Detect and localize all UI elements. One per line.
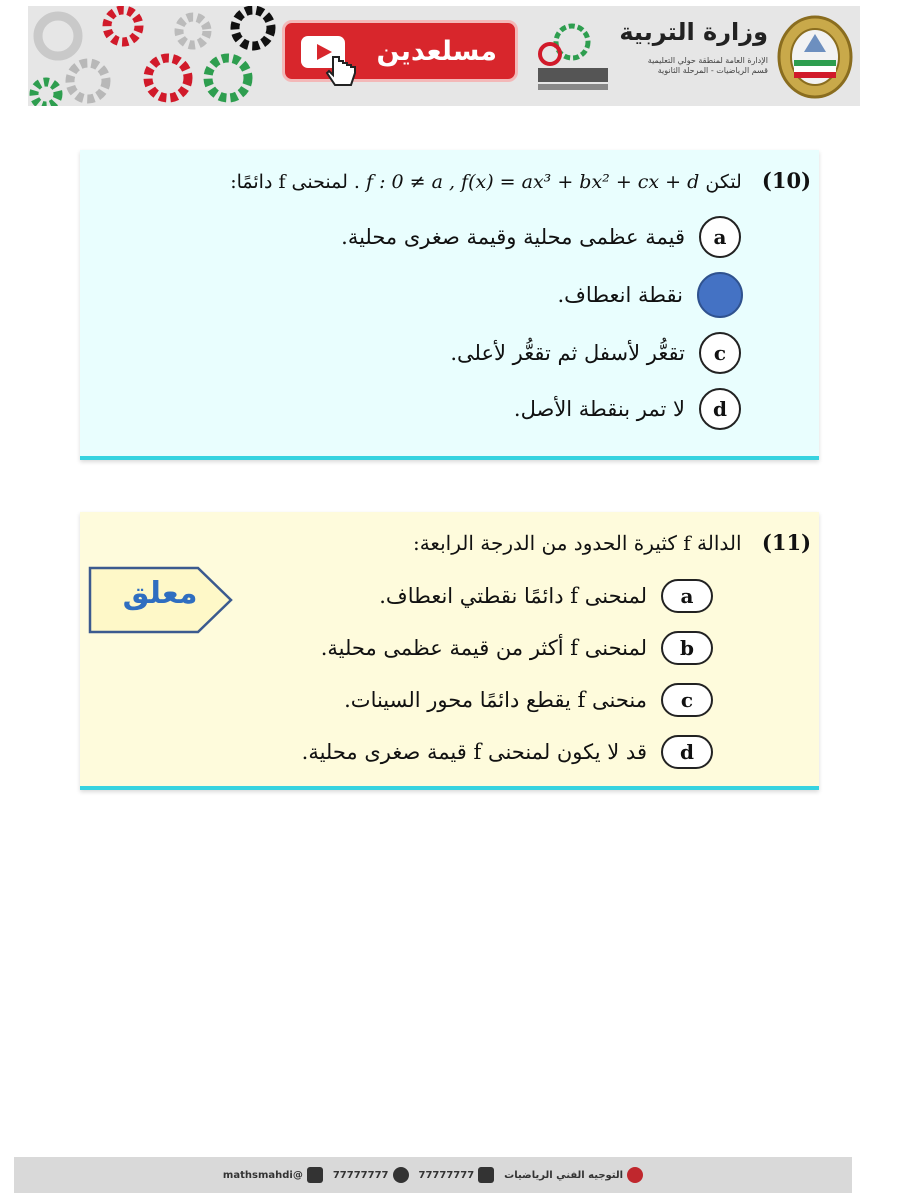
hand-cursor-icon xyxy=(325,53,359,87)
option-text: لا تمر بنقطة الأصل. xyxy=(513,397,685,421)
option-text: منحنى f يقطع دائمًا محور السينات. xyxy=(344,688,647,712)
option-b[interactable] xyxy=(321,631,713,665)
question-prompt xyxy=(230,168,811,193)
footer-item-whatsapp: 77777777 xyxy=(333,1167,409,1183)
question-card-11 xyxy=(80,512,819,790)
ministry-subtitle xyxy=(618,56,768,86)
footer-item-department: التوجيه الفني الرياضيات xyxy=(504,1167,643,1183)
selected-option-marker xyxy=(697,272,743,318)
ministry-name: وزارة التربية xyxy=(619,18,768,46)
phone-icon xyxy=(478,1167,494,1183)
option-letter: d xyxy=(661,735,713,769)
option-text: تقعُّر لأسفل ثم تقعُّر لأعلى. xyxy=(450,341,685,365)
option-a[interactable] xyxy=(341,216,741,258)
footer-item-phone: 77777777 xyxy=(419,1167,495,1183)
option-text: قيمة عظمى محلية وقيمة صغرى محلية. xyxy=(341,225,685,249)
option-letter: c xyxy=(699,332,741,374)
department-icon xyxy=(627,1167,643,1183)
option-c[interactable] xyxy=(450,332,741,374)
ministry-subtitle-line-1: الإدارة العامة لمنطقة حولي التعليمية xyxy=(647,56,768,65)
prompt-end: . لمنحنى f دائمًا: xyxy=(230,171,360,193)
channel-name: مسلعدين xyxy=(376,35,497,67)
pending-tag xyxy=(88,566,234,634)
question-prompt xyxy=(413,530,811,555)
question-number: (10) xyxy=(761,168,811,193)
option-letter: a xyxy=(699,216,741,258)
gears-decoration xyxy=(28,6,278,106)
footer-bar xyxy=(14,1157,852,1193)
option-letter: b xyxy=(661,631,713,665)
prompt-text: الدالة f كثيرة الحدود من الدرجة الرابعة: xyxy=(412,531,742,555)
ministry-logo-icon xyxy=(528,14,618,100)
option-d[interactable] xyxy=(302,735,713,769)
option-letter: c xyxy=(661,683,713,717)
option-text: قد لا يكون لمنحنى f قيمة صغرى محلية. xyxy=(301,740,647,764)
footer-item-instagram: @mathsmahdi xyxy=(223,1167,323,1183)
option-a[interactable] xyxy=(379,579,713,613)
prompt-function: f : 0 ≠ a , f(x) = ax³ + bx² + cx + d xyxy=(366,171,700,193)
option-b[interactable] xyxy=(557,272,743,318)
option-text: نقطة انعطاف. xyxy=(557,283,683,307)
tag-label: معلق xyxy=(122,576,198,611)
instagram-icon xyxy=(307,1167,323,1183)
youtube-channel-button[interactable] xyxy=(282,20,518,82)
header-banner xyxy=(28,6,860,106)
option-d[interactable] xyxy=(514,388,741,430)
option-letter: d xyxy=(699,388,741,430)
ministry-subtitle-line-2: قسم الرياضيات - المرحلة الثانوية xyxy=(657,66,768,75)
option-c[interactable] xyxy=(344,683,713,717)
option-text: لمنحنى f دائمًا نقطتي انعطاف. xyxy=(379,584,647,608)
question-card-10 xyxy=(80,150,819,460)
option-text: لمنحنى f أكثر من قيمة عظمى محلية. xyxy=(320,636,647,660)
whatsapp-icon xyxy=(393,1167,409,1183)
question-number: (11) xyxy=(761,530,811,555)
option-letter: a xyxy=(661,579,713,613)
kuwait-emblem-icon xyxy=(774,12,856,102)
prompt-intro: لتكن xyxy=(705,171,742,193)
